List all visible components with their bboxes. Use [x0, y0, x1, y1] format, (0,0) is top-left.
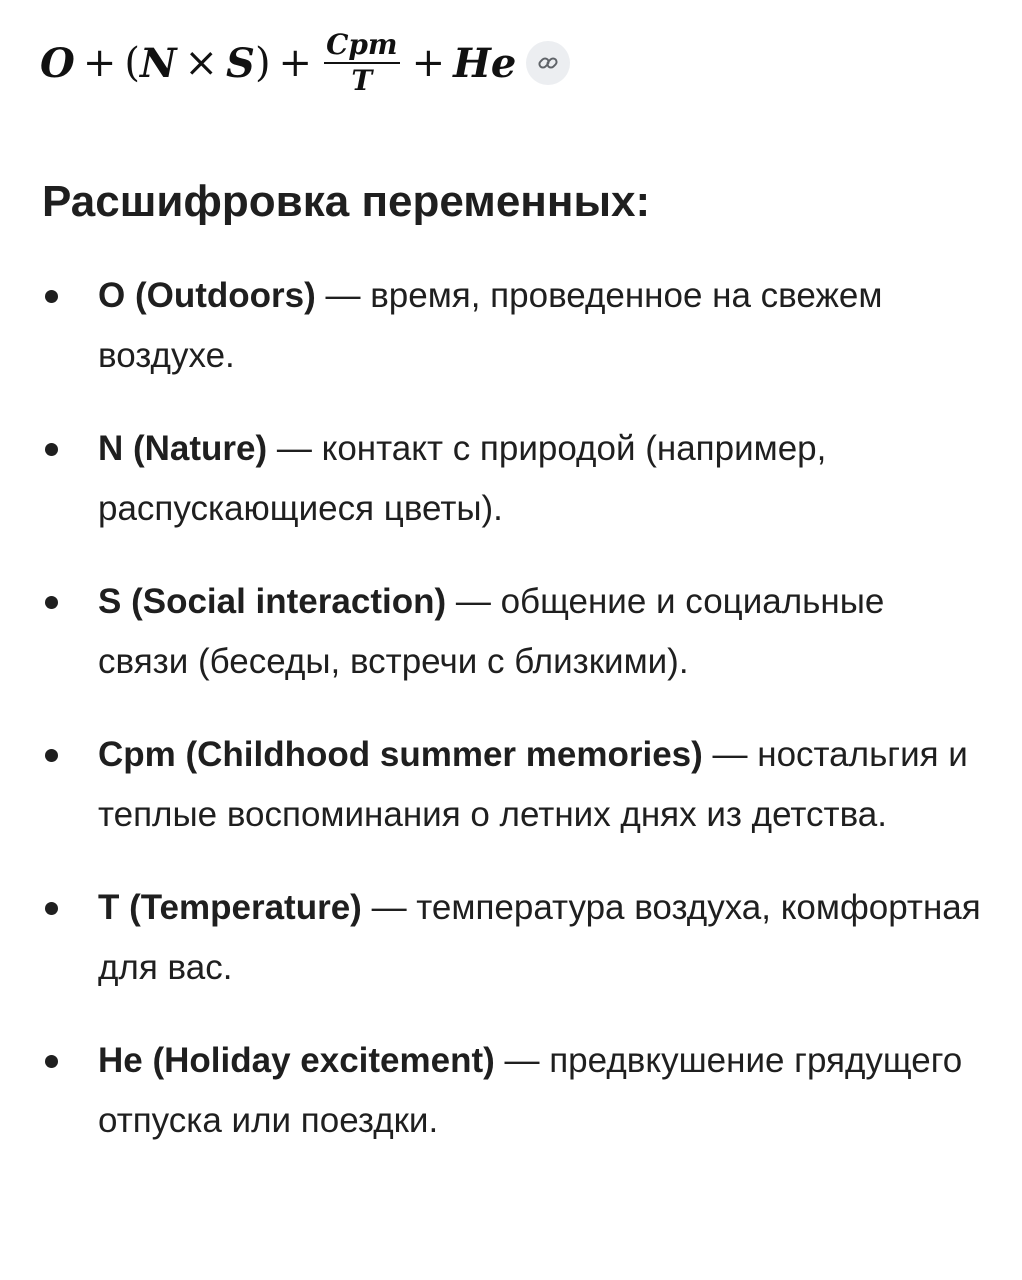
variable-description: — ностальгия и теплые воспоминания о летних днях из детства. [98, 735, 968, 834]
link-icon [536, 51, 560, 75]
variable-description: — время, проведенное на свежем воздухе. [98, 276, 883, 375]
formula-plus: + [278, 40, 313, 86]
formula-plus: + [82, 40, 117, 86]
section-heading: Расшифровка переменных: [42, 177, 651, 226]
fraction-numerator: Cpm [324, 31, 400, 64]
variable-description: — температура воздуха, комфортная для вас. [98, 888, 981, 987]
list-item [0, 878, 1022, 998]
formula-times: × [184, 40, 219, 86]
formula-plus: + [411, 40, 446, 86]
formula [40, 22, 570, 104]
bullet [45, 1055, 58, 1068]
variable-description: — общение и социальные связи (беседы, встречи с близкими). [98, 582, 885, 681]
variable-term: S (Social interaction) [98, 582, 447, 621]
variable-term: O (Outdoors) [98, 276, 316, 315]
list-item [0, 1031, 1022, 1151]
list-item [0, 725, 1022, 845]
formula-var-s: S [226, 39, 255, 87]
list-item [0, 266, 1022, 386]
list-item [0, 572, 1022, 692]
variable-description: — предвкушение грядущего отпуска или поездки. [98, 1041, 963, 1140]
formula-var-n: N [139, 39, 177, 87]
bullet [45, 596, 58, 609]
bullet [45, 290, 58, 303]
bullet [45, 749, 58, 762]
list-item [0, 419, 1022, 539]
bullet [45, 443, 58, 456]
copy-link-button[interactable] [526, 41, 570, 85]
bullet [45, 902, 58, 915]
formula-rparen: ) [254, 40, 271, 86]
fraction-denominator: T [351, 64, 373, 97]
variable-description: — контакт с природой (например, распускающиеся цветы). [98, 429, 827, 528]
variable-term: Cpm (Childhood summer memories) [98, 735, 703, 774]
formula-fraction [324, 28, 400, 97]
formula-lparen: ( [124, 40, 140, 86]
variable-term: N (Nature) [98, 429, 268, 468]
variables-list [0, 266, 1022, 1151]
variable-term: He (Holiday excitement) [98, 1041, 495, 1080]
formula-var-o: O [40, 39, 75, 87]
formula-var-he: He [453, 39, 517, 87]
variable-term: T (Temperature) [98, 888, 362, 927]
